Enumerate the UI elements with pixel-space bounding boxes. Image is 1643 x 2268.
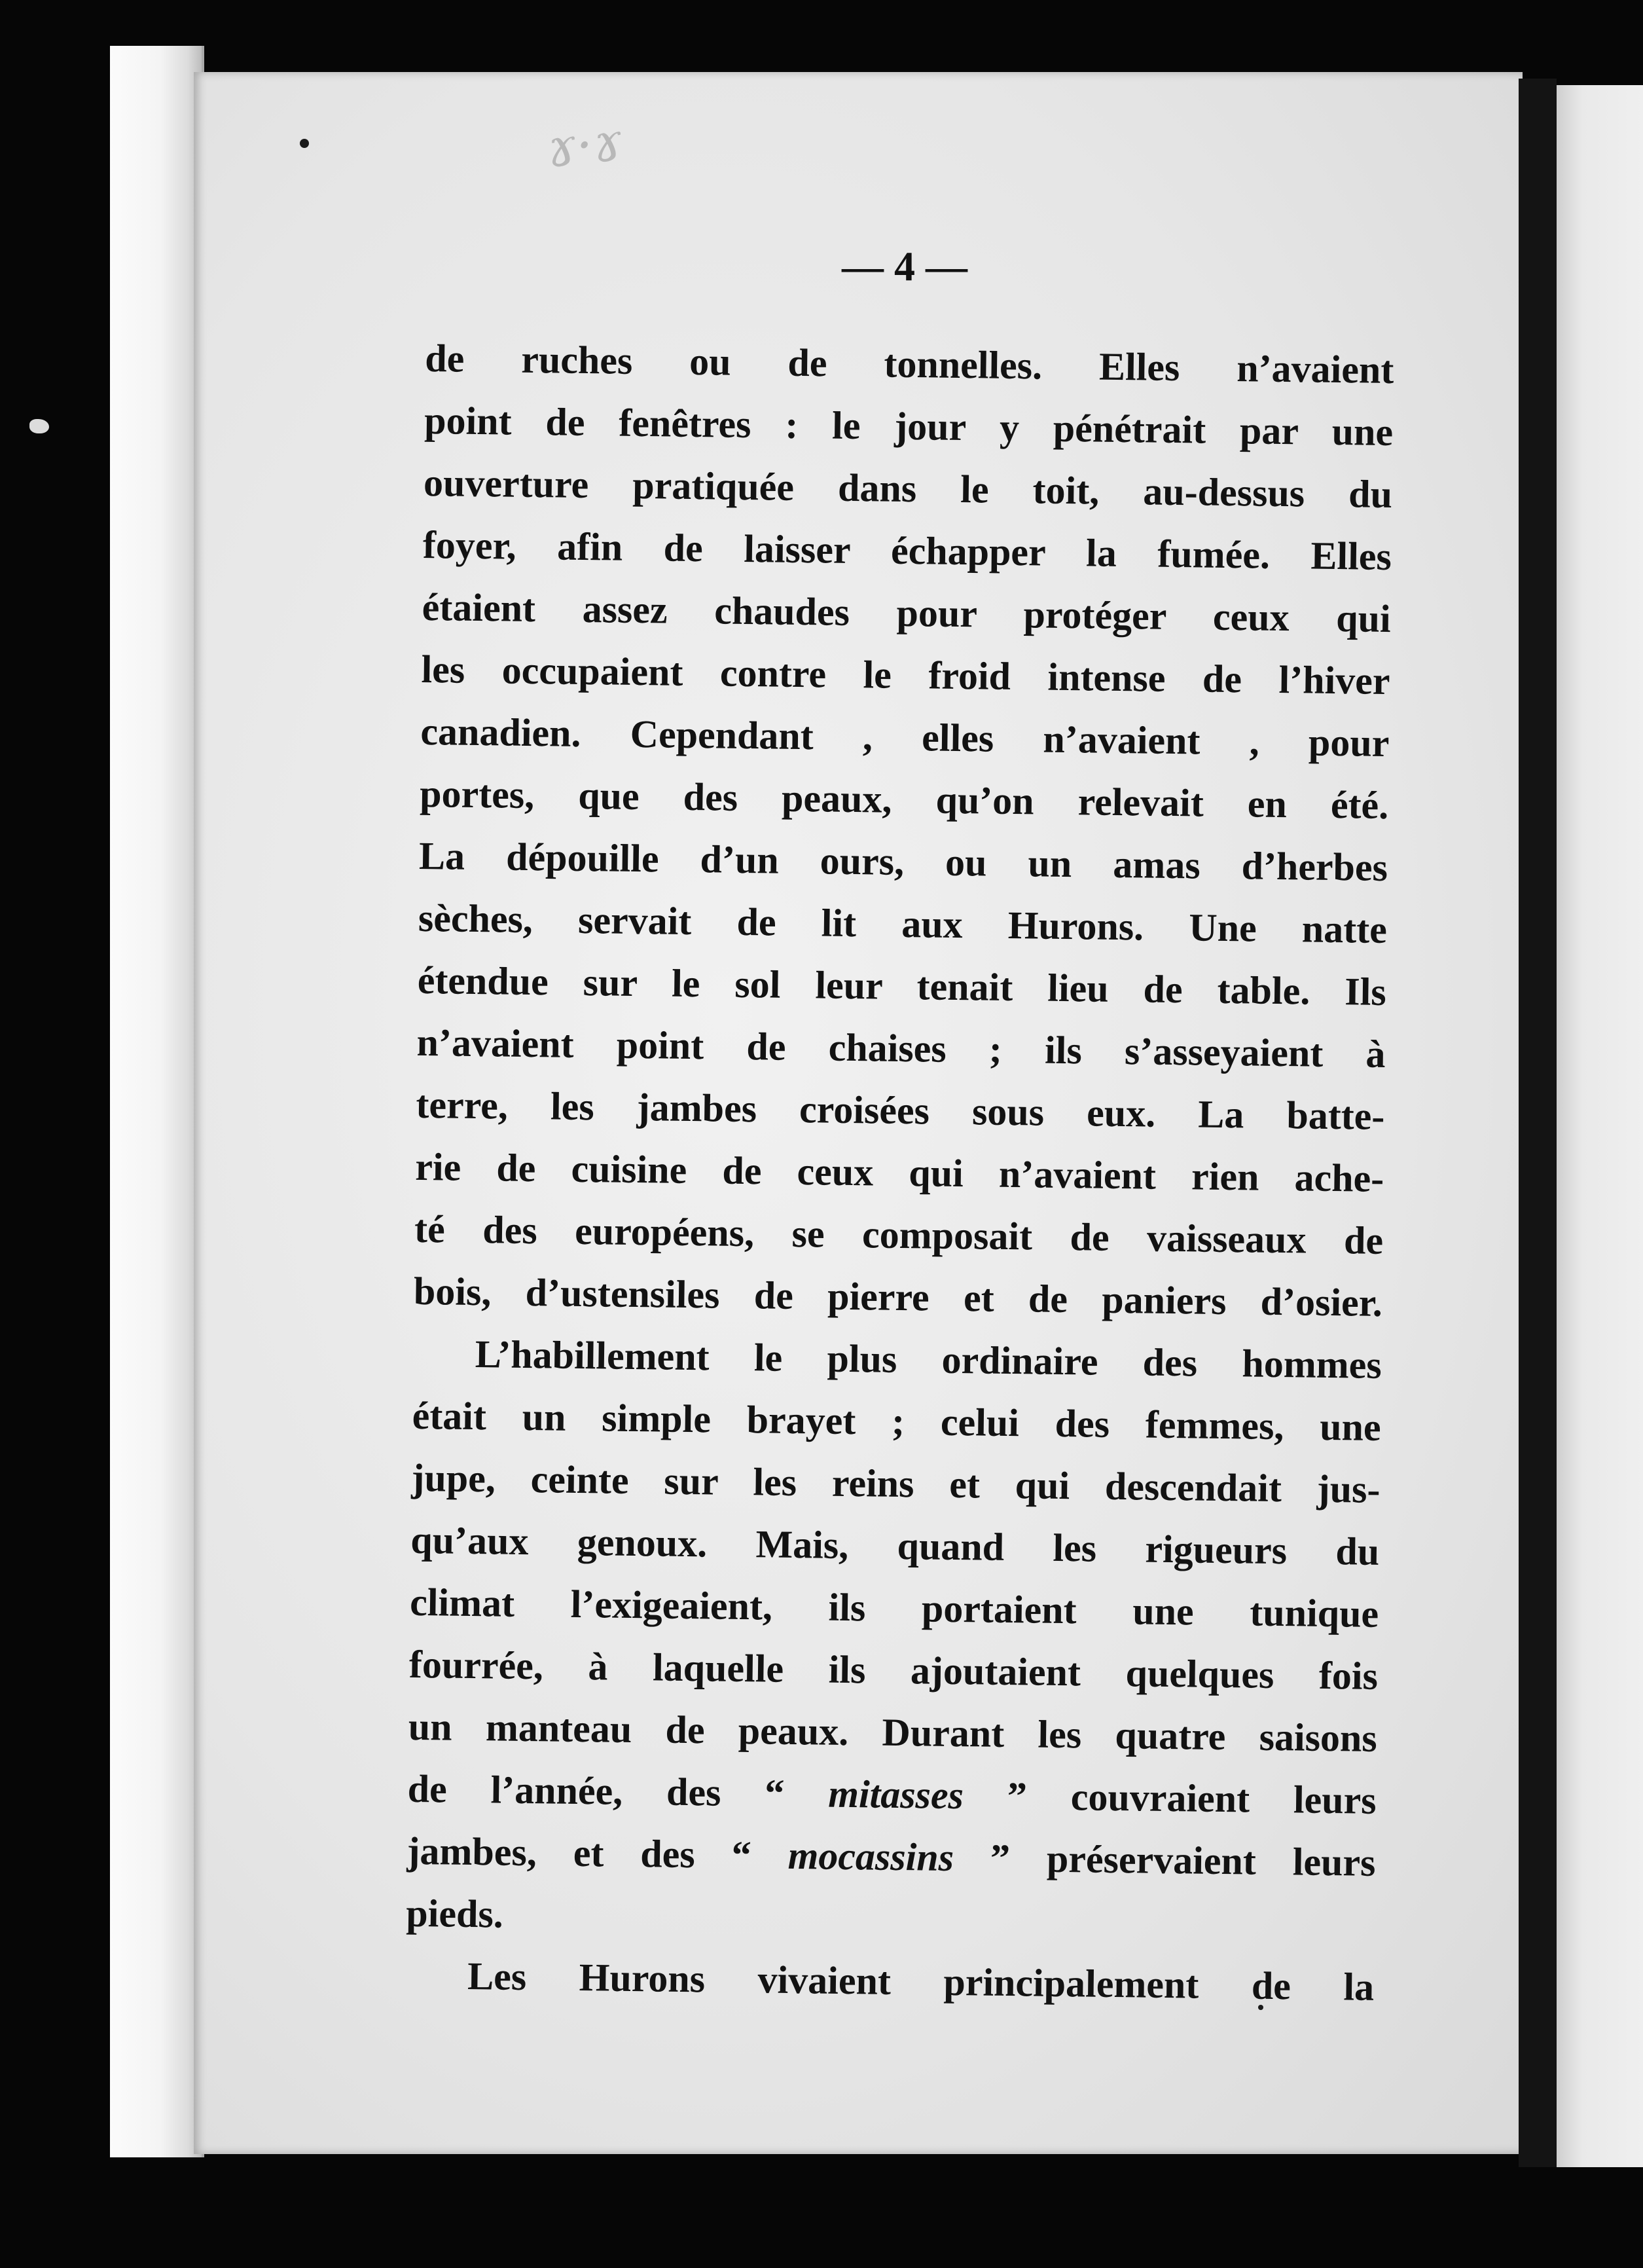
text-line: jupe, ceinte sur les reins et qui descendait jus- xyxy=(411,1455,1381,1511)
paragraph-start-line: L’habillement le plus ordinaire des hommes xyxy=(475,1332,1382,1387)
body-text xyxy=(405,327,1394,2019)
text-line: de ruches ou de tonnelles. Elles n’avaient xyxy=(425,336,1394,392)
page-gutter xyxy=(1519,79,1557,2167)
text-line: n’avaient point de chaises ; ils s’asseyaient à xyxy=(416,1020,1386,1076)
text-line: un manteau de peaux. Durant les quatre saisons xyxy=(408,1704,1378,1760)
text-line: fourrée, à laquelle ils ajoutaient quelques fois xyxy=(408,1642,1379,1698)
text-line xyxy=(406,1820,1376,1894)
text-line: té des européens, se composait de vaisseaux de xyxy=(414,1207,1384,1262)
text-line: canadien. Cependant , elles n’avaient , pour xyxy=(420,709,1390,765)
text-line: sèches, servait de lit aux Hurons. Une natte xyxy=(418,896,1388,952)
italic-term-mocassins: mocassins xyxy=(787,1833,954,1880)
ink-speck xyxy=(29,419,49,433)
text-fragment: de l’année, des “ xyxy=(407,1766,829,1816)
text-line: rie de cuisine de ceux qui n’avaient rien ache- xyxy=(414,1144,1384,1200)
text-line: ouverture pratiquée dans le toit, au-dessus du xyxy=(423,460,1393,517)
text-line xyxy=(407,1758,1377,1832)
text-line: portes, que des peaux, qu’on relevait en été. xyxy=(419,771,1389,828)
text-fragment: ” préservaient leurs xyxy=(953,1836,1376,1884)
text-line: La dépouille d’un ours, ou un amas d’herbes xyxy=(418,833,1388,890)
paragraph-start-line: Les Hurons vivaient principalement de la xyxy=(467,1954,1375,2009)
text-line: étendue sur le sol leur tenait lieu de table. Ils xyxy=(417,958,1387,1014)
text-fragment: ” couvraient leurs xyxy=(963,1774,1377,1822)
ink-speck xyxy=(300,139,309,148)
text-line: était un simple brayet ; celui des femmes, une xyxy=(412,1393,1381,1449)
flyleaf-edge xyxy=(110,46,204,2157)
italic-term-mitasses: mitasses xyxy=(827,1772,964,1818)
text-line: foyer, afin de laisser échapper la fumée. Elles xyxy=(422,522,1392,579)
text-line: terre, les jambes croisées sous eux. La batte- xyxy=(416,1082,1385,1138)
text-fragment: jambes, et des “ xyxy=(406,1829,789,1877)
text-line: point de fenêtres : le jour y pénétrait par une xyxy=(424,398,1394,454)
text-line: climat l’exigeaient, ils portaient une tunique xyxy=(409,1580,1379,1636)
text-line: qu’aux genoux. Mais, quand les rigueurs du xyxy=(410,1518,1380,1573)
paragraph-end-line: pieds. xyxy=(406,1891,504,1936)
text-line: les occupaient contre le froid intense de l’hiver xyxy=(421,647,1390,703)
text-line: étaient assez chaudes pour protéger ceux qui xyxy=(422,585,1392,641)
page-number: — 4 — xyxy=(842,243,967,289)
text-line: bois, d’ustensiles de pierre et de paniers d’osier. xyxy=(413,1269,1383,1325)
next-page-edge xyxy=(1557,85,1643,2167)
pencil-annotation: ɤ·ɤ xyxy=(543,111,626,179)
